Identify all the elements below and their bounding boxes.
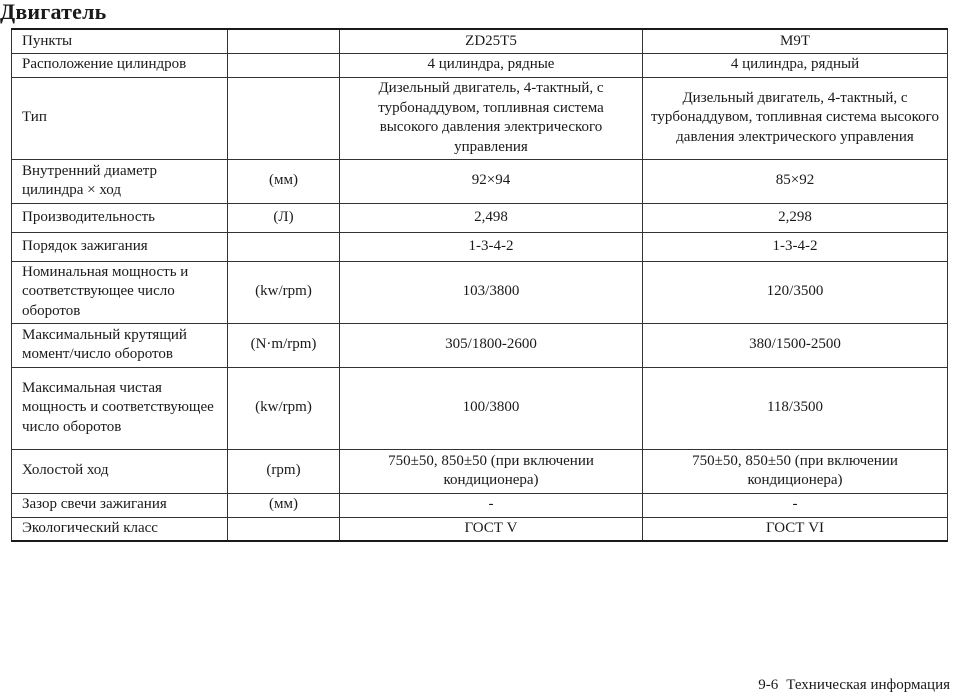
row-engine2-cell: - — [643, 493, 948, 517]
table-row — [12, 323, 948, 367]
row-unit-cell: (kw/rpm) — [228, 261, 340, 323]
row-item-cell: Холостой ход — [12, 449, 228, 493]
row-unit-cell — [228, 232, 340, 261]
row-engine2-cell: 118/3500 — [643, 367, 948, 449]
row-engine1-cell: 305/1800-2600 — [340, 323, 643, 367]
table-row — [12, 261, 948, 323]
row-engine2-cell: ГОСТ VI — [643, 517, 948, 541]
row-item-cell: Внутренний диаметр цилиндра × ход — [12, 159, 228, 203]
row-engine2-cell: 85×92 — [643, 159, 948, 203]
row-engine2-cell: 1-3-4-2 — [643, 232, 948, 261]
table-row — [12, 449, 948, 493]
row-unit-cell — [228, 77, 340, 159]
header-unit-cell — [228, 29, 340, 53]
row-item-cell: Производительность — [12, 203, 228, 232]
engine-spec-table — [11, 28, 948, 542]
row-engine1-cell: Дизельный двигатель, 4-тактный, с турбонаддувом, топливная система высокого давления электрического управления — [340, 77, 643, 159]
table-row — [12, 159, 948, 203]
row-item-cell: Максимальный крутящий момент/число оборотов — [12, 323, 228, 367]
table-row — [12, 53, 948, 77]
table-row — [12, 77, 948, 159]
row-engine2-cell: 750±50, 850±50 (при включении кондиционера) — [643, 449, 948, 493]
table-row — [12, 517, 948, 541]
row-engine2-cell: 4 цилиндра, рядный — [643, 53, 948, 77]
row-engine1-cell: 92×94 — [340, 159, 643, 203]
row-unit-cell: (Л) — [228, 203, 340, 232]
row-engine1-cell: - — [340, 493, 643, 517]
row-engine1-cell: 100/3800 — [340, 367, 643, 449]
table-row — [12, 493, 948, 517]
row-item-cell: Порядок зажигания — [12, 232, 228, 261]
row-unit-cell — [228, 53, 340, 77]
row-engine1-cell: 2,498 — [340, 203, 643, 232]
header-engine1-cell: ZD25T5 — [340, 29, 643, 53]
row-engine1-cell: ГОСТ V — [340, 517, 643, 541]
page-title: Двигатель — [0, 0, 107, 24]
row-engine2-cell: 2,298 — [643, 203, 948, 232]
row-unit-cell: (kw/rpm) — [228, 367, 340, 449]
page-number: 9-6 — [758, 677, 779, 693]
row-item-cell: Номинальная мощность и соответствующее число оборотов — [12, 261, 228, 323]
table-row — [12, 203, 948, 232]
table-row — [12, 232, 948, 261]
table-row — [12, 367, 948, 449]
row-item-cell: Тип — [12, 77, 228, 159]
row-engine2-cell: 380/1500-2500 — [643, 323, 948, 367]
row-unit-cell: (мм) — [228, 493, 340, 517]
row-unit-cell: (rpm) — [228, 449, 340, 493]
page-footer — [758, 675, 950, 695]
row-unit-cell — [228, 517, 340, 541]
table-header-row — [12, 29, 948, 53]
row-engine2-cell: Дизельный двигатель, 4-тактный, с турбонаддувом, топливная система высокого давления электрического управления — [643, 77, 948, 159]
row-unit-cell: (мм) — [228, 159, 340, 203]
row-engine1-cell: 4 цилиндра, рядные — [340, 53, 643, 77]
row-engine2-cell: 120/3500 — [643, 261, 948, 323]
row-item-cell: Максимальная чистая мощность и соответствующее число оборотов — [12, 367, 228, 449]
row-item-cell: Зазор свечи зажигания — [12, 493, 228, 517]
row-engine1-cell: 750±50, 850±50 (при включении кондиционера) — [340, 449, 643, 493]
header-engine2-cell: M9T — [643, 29, 948, 53]
row-item-cell: Расположение цилиндров — [12, 53, 228, 77]
row-engine1-cell: 103/3800 — [340, 261, 643, 323]
row-unit-cell: (N·m/rpm) — [228, 323, 340, 367]
row-engine1-cell: 1-3-4-2 — [340, 232, 643, 261]
section-title: Техническая информация — [786, 677, 950, 693]
row-item-cell: Экологический класс — [12, 517, 228, 541]
header-item-cell: Пункты — [12, 29, 228, 53]
